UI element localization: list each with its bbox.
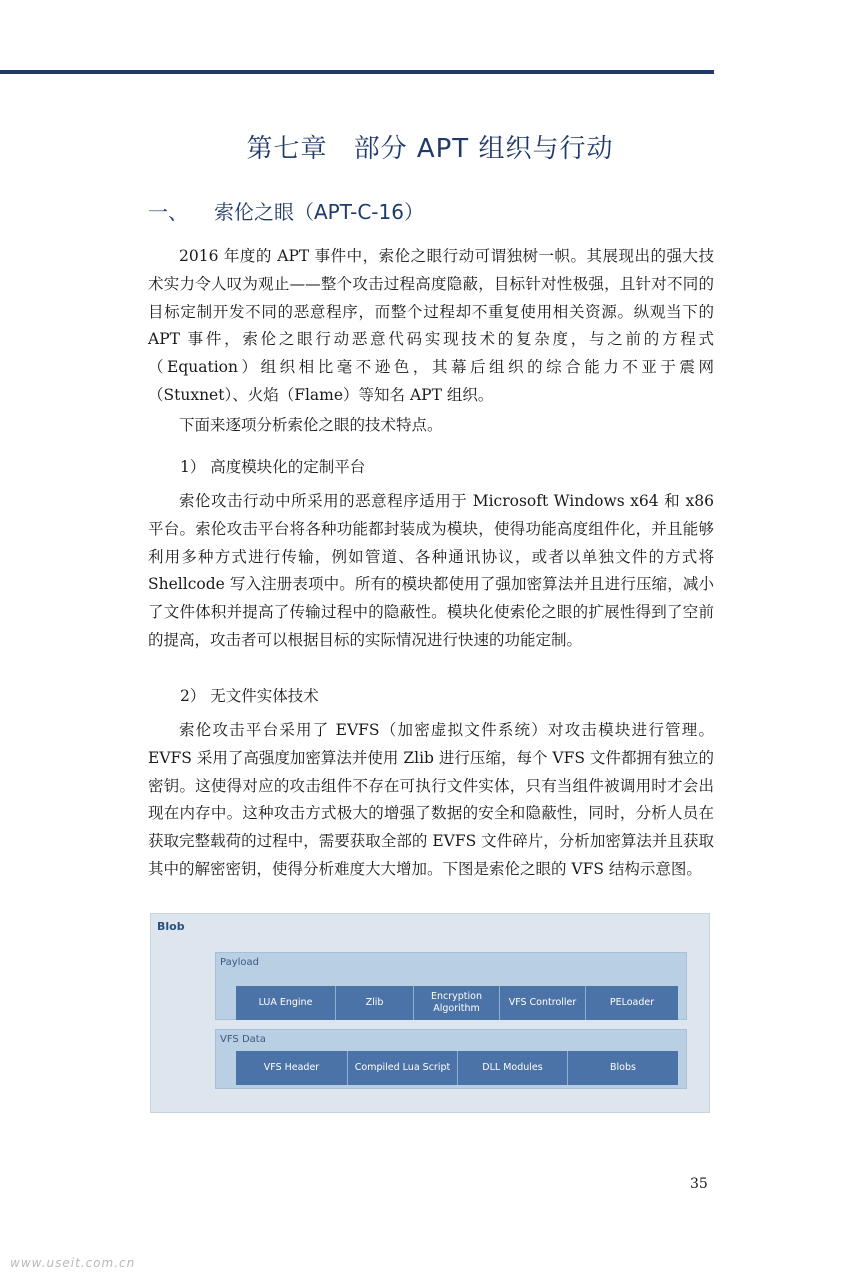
blob-label: Blob	[157, 920, 185, 933]
payload-cell: LUA Engine	[236, 986, 336, 1020]
section-title	[148, 196, 424, 225]
vfs-cell: VFS Header	[236, 1051, 348, 1085]
section-name: 索伦之眼（APT-C-16）	[214, 200, 424, 224]
chapter-title	[0, 128, 860, 165]
chapter-number: 第七章	[246, 134, 328, 164]
list-item-modular-platform: 1） 高度模块化的定制平台	[180, 458, 366, 476]
vfs-structure-diagram	[150, 913, 710, 1113]
payload-label: Payload	[220, 957, 259, 968]
section-index: 一、	[148, 200, 188, 224]
vfs-cell: Compiled Lua Script	[348, 1051, 458, 1085]
paragraph-fileless: 索伦攻击平台采用了 EVFS（加密虚拟文件系统）对攻击模块进行管理。EVFS 采用了高强度加密算法并使用 Zlib 进行压缩，每个 VFS 文件都拥有独立的密钥。这使得对应的攻击组件不存在可执行文件实体，只有当组件被调用时才会出现在内存中。这种攻击方式极大的增强了数据的安全和隐蔽性，同时，分析人员在获取完整载荷的过程中，需要获取全部的 EVFS 文件碎片，分析加密算法并且获取其中的解密密钥，使得分析难度大大增加。下图是索伦之眼的 VFS 结构示意图。	[148, 721, 714, 878]
paragraph-overview: 下面来逐项分析索伦之眼的技术特点。	[179, 416, 443, 434]
page-number: 35	[690, 1176, 708, 1192]
vfs-data-group	[215, 1029, 687, 1089]
watermark: www.useit.com.cn	[10, 1256, 136, 1270]
vfs-cell: Blobs	[568, 1051, 678, 1085]
chapter-name: 部分 APT 组织与行动	[353, 134, 614, 164]
payload-cell: PELoader	[586, 986, 678, 1020]
payload-cell: Encryption Algorithm	[414, 986, 500, 1020]
payload-group	[215, 952, 687, 1020]
list-item-fileless: 2） 无文件实体技术	[180, 687, 319, 705]
paragraph-intro: 2016 年度的 APT 事件中，索伦之眼行动可谓独树一帜。其展现出的强大技术实力令人叹为观止——整个攻击过程高度隐蔽，目标针对性极强，且针对不同的目标定制开发不同的恶意程序，而整个过程却不重复使用相关资源。纵观当下的 APT 事件，索伦之眼行动恶意代码实现技术的复杂度，与之前的方程式（Equation）组织相比毫不逊色，其幕后组织的综合能力不亚于震网（Stuxnet）、火焰（Flame）等知名 APT 组织。	[148, 247, 714, 404]
vfs-row	[236, 1051, 678, 1085]
vfs-cell: DLL Modules	[458, 1051, 568, 1085]
payload-cell: Zlib	[336, 986, 414, 1020]
payload-row	[236, 986, 678, 1020]
payload-cell: VFS Controller	[500, 986, 586, 1020]
header-rule	[0, 70, 714, 74]
paragraph-modular: 索伦攻击行动中所采用的恶意程序适用于 Microsoft Windows x64 和 x86 平台。索伦攻击平台将各种功能都封装成为模块，使得功能高度组件化，并且能够利用多种方式进行传输，例如管道、各种通讯协议，或者以单独文件的方式将 Shellcode 写入注册表项中。所有的模块都使用了强加密算法并且进行压缩，减小了文件体积并提高了传输过程中的隐蔽性。模块化使索伦之眼的扩展性得到了空前的提高，攻击者可以根据目标的实际情况进行快速的功能定制。	[148, 492, 714, 649]
vfs-data-label: VFS Data	[220, 1034, 266, 1045]
